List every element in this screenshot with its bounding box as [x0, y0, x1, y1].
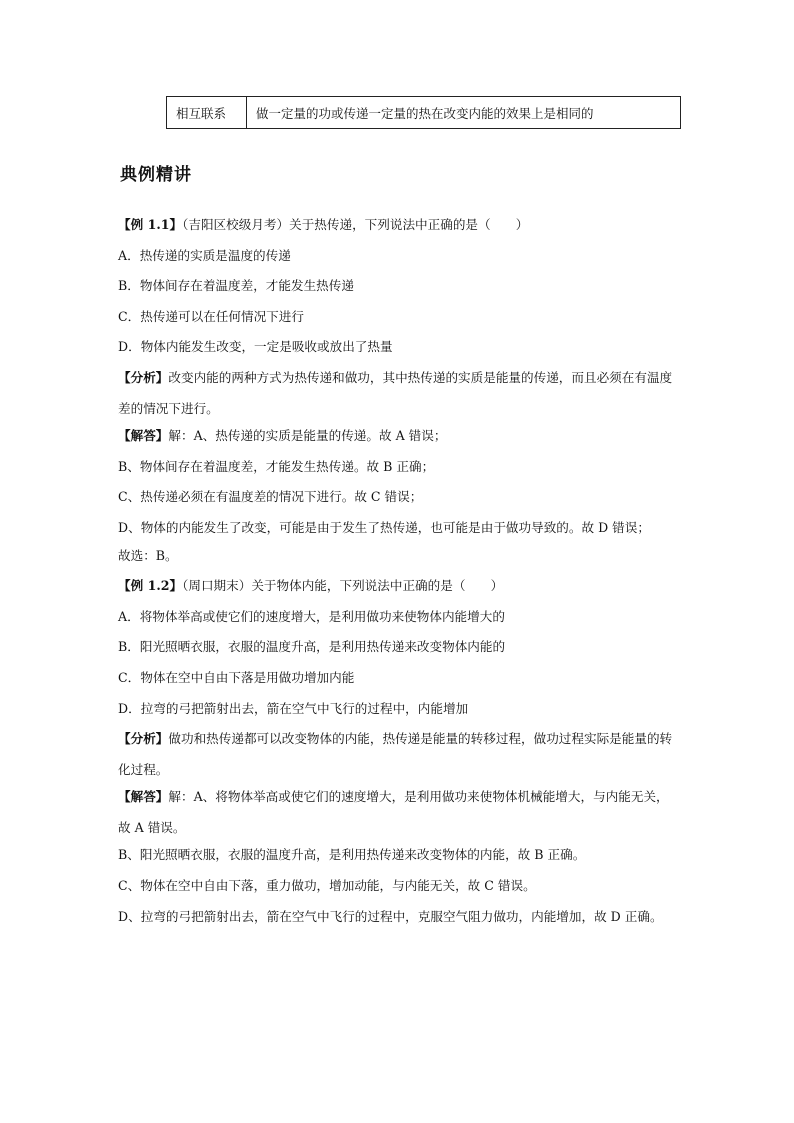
relation-table	[166, 96, 681, 129]
analysis-text: 改变内能的两种方式为热传递和做功，其中热传递的实质是能量的传递，而且必须在有温度差的情况下进行。	[118, 369, 673, 416]
analysis-paragraph	[118, 363, 680, 424]
answer-line: C、物体在空中自由下落，重力做功，增加动能，与内能无关，故 C 错误。	[118, 878, 536, 894]
examples-content	[118, 213, 680, 932]
answer-line: D、拉弯的弓把箭射出去，箭在空气中飞行的过程中，克服空气阻力做功，内能增加，故 D 正确。	[118, 908, 663, 924]
option-b: B．物体间存在着温度差，才能发生热传递	[118, 278, 354, 294]
answer-line	[118, 424, 680, 455]
option-c: C．物体在空中自由下落是用做功增加内能	[118, 669, 355, 685]
relation-label: 相互联系	[167, 97, 247, 128]
analysis-tag: 【分析】	[118, 731, 169, 747]
relation-text: 做一定量的功或传递一定量的热在改变内能的效果上是相同的	[256, 105, 594, 121]
question-stem: （吉阳区校级月考）关于热传递，下列说法中正确的是（ ）	[182, 217, 529, 232]
answer-line: B、物体间存在着温度差，才能发生热传递。故 B 正确；	[118, 458, 435, 474]
answer-text: 解：A、将物体举高或使它们的速度增大，是利用做功来使物体机械能增大，与内能无关，故 A 错误。	[118, 789, 669, 835]
option-a: A．将物体举高或使它们的速度增大，是利用做功来使物体内能增大的	[118, 608, 505, 624]
example-tag: 【例 1.1】	[118, 217, 183, 232]
answer-line: B、阳光照晒衣服，衣服的温度升高，是利用热传递来改变物体的内能，故 B 正确。	[118, 847, 586, 863]
option-a: A．热传递的实质是温度的传递	[118, 247, 291, 263]
answer-line: 故选：B。	[118, 547, 178, 563]
question-stem: （周口期末）关于物体内能，下列说法中正确的是（ ）	[182, 578, 504, 594]
option-d: D．拉弯的弓把箭射出去，箭在空气中飞行的过程中，内能增加	[118, 700, 469, 716]
answer-line: C、热传递必须在有温度差的情况下进行。故 C 错误；	[118, 489, 423, 505]
answer-line	[118, 782, 680, 843]
example-1-1-question	[118, 213, 680, 244]
answer-tag: 【解答】	[118, 789, 169, 805]
analysis-tag: 【分析】	[118, 369, 169, 385]
option-d: D．物体内能发生改变，一定是吸收或放出了热量	[118, 339, 393, 355]
answer-tag: 【解答】	[118, 428, 169, 444]
answer-line: D、物体的内能发生了改变，可能是由于发生了热传递，也可能是由于做功导致的。故 D 错误；	[118, 519, 650, 535]
answer-text: 解：A、热传递的实质是能量的传递。故 A 错误；	[168, 428, 447, 444]
option-c: C．热传递可以在任何情况下进行	[118, 308, 304, 324]
example-1-2-question	[118, 574, 680, 605]
option-b: B．阳光照晒衣服，衣服的温度升高，是利用热传递来改变物体内能的	[118, 639, 506, 655]
analysis-text: 做功和热传递都可以改变物体的内能，热传递是能量的转移过程，做功过程实际是能量的转化过程。	[118, 731, 673, 777]
analysis-paragraph	[118, 724, 680, 785]
example-tag: 【例 1.2】	[118, 578, 183, 594]
section-title: 典例精讲	[120, 165, 192, 185]
